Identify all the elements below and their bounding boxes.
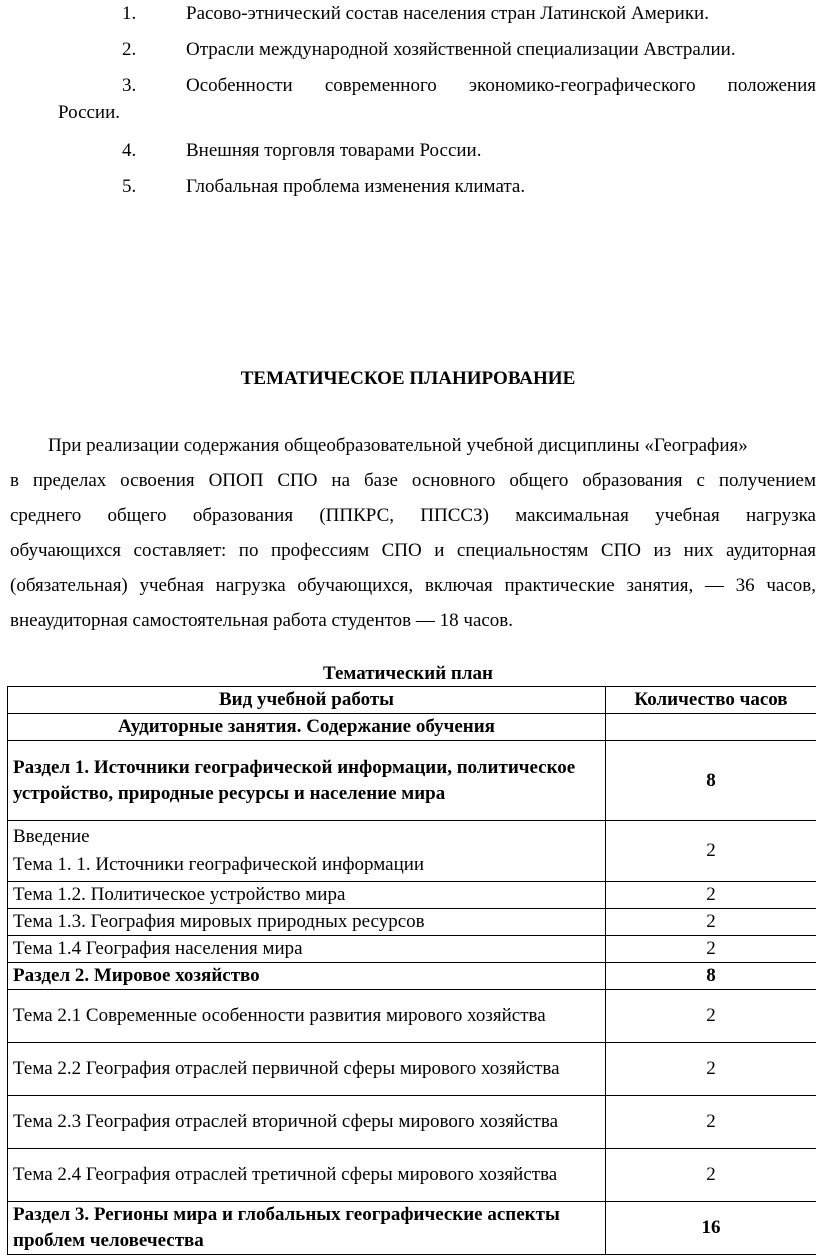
table-row: [8, 882, 816, 909]
table-cell-empty: [606, 714, 816, 741]
column-header-hours: Количество часов: [606, 687, 816, 714]
table-subheader-row: [8, 714, 816, 741]
table-row: [8, 1043, 816, 1096]
table-row: [8, 990, 816, 1043]
paragraph-line: среднего общего образования (ППКРС, ППССЗ) максимальная учебная нагрузка: [10, 498, 816, 533]
section-heading: ТЕМАТИЧЕСКОЕ ПЛАНИРОВАНИЕ: [0, 367, 816, 391]
list-number: 4.: [122, 139, 136, 163]
paragraph-line: обучающихся составляет: по профессиям СПО и специальностям СПО из них аудиторная: [10, 533, 816, 568]
table-header-row: [8, 687, 816, 714]
list-text-continuation: России.: [58, 101, 120, 125]
hours-cell: 2: [606, 936, 816, 963]
topic-line: Тема 1. 1. Источники географической информации: [13, 851, 600, 879]
section-title-cell: Раздел 2. Мировое хозяйство: [8, 963, 606, 990]
hours-cell: 8: [606, 741, 816, 821]
hours-cell: 2: [606, 990, 816, 1043]
topic-cell: Тема 2.2 География отраслей первичной сферы мирового хозяйства: [8, 1043, 606, 1096]
table-row: [8, 1202, 816, 1255]
list-number: 3.: [122, 74, 136, 98]
list-number: 1.: [122, 2, 136, 26]
hours-cell: 16: [606, 1202, 816, 1255]
table-row: [8, 821, 816, 882]
table-row: [8, 909, 816, 936]
topic-line: Введение: [13, 823, 600, 851]
hours-cell: 2: [606, 821, 816, 882]
list-number: 5.: [122, 175, 136, 199]
table-row: [8, 963, 816, 990]
table-row: [8, 936, 816, 963]
list-text: Внешняя торговля товарами России.: [186, 139, 481, 163]
paragraph-line: внеаудиторная самостоятельная работа студентов — 18 часов.: [10, 603, 816, 638]
topic-cell: [8, 821, 606, 882]
section-title-cell: Раздел 3. Регионы мира и глобальных географические аспекты проблем человечества: [8, 1202, 606, 1255]
table-row: [8, 741, 816, 821]
topic-cell: Тема 1.2. Политическое устройство мира: [8, 882, 606, 909]
topic-cell: Тема 1.3. География мировых природных ресурсов: [8, 909, 606, 936]
paragraph-line: в пределах освоения ОПОП СПО на базе основного общего образования с получением: [10, 463, 816, 498]
thematic-plan-table: [7, 686, 816, 1255]
table-caption: Тематический план: [0, 662, 816, 686]
hours-cell: 2: [606, 1149, 816, 1202]
paragraph-line: При реализации содержания общеобразовательной учебной дисциплины «География»: [10, 428, 816, 463]
list-text: Отрасли международной хозяйственной специализации Австралии.: [186, 38, 736, 62]
table-row: [8, 1149, 816, 1202]
section-title-cell: Раздел 1. Источники географической информации, политическое устройство, природные ресурсы и население мира: [8, 741, 606, 821]
paragraph-line: (обязательная) учебная нагрузка обучающихся, включая практические занятия, — 36 часов,: [10, 568, 816, 603]
hours-cell: 2: [606, 1043, 816, 1096]
body-paragraph: [10, 428, 816, 638]
topic-cell: Тема 2.4 География отраслей третичной сферы мирового хозяйства: [8, 1149, 606, 1202]
list-text: Особенности современного экономико-географического положения: [186, 74, 816, 98]
table-row: [8, 1096, 816, 1149]
table-subheader: Аудиторные занятия. Содержание обучения: [8, 714, 606, 741]
topic-cell: Тема 1.4 География населения мира: [8, 936, 606, 963]
list-text: Расово-этнический состав населения стран Латинской Америки.: [186, 2, 709, 26]
hours-cell: 2: [606, 882, 816, 909]
hours-cell: 8: [606, 963, 816, 990]
list-number: 2.: [122, 38, 136, 62]
hours-cell: 2: [606, 1096, 816, 1149]
topic-cell: Тема 2.1 Современные особенности развития мирового хозяйства: [8, 990, 606, 1043]
list-text: Глобальная проблема изменения климата.: [186, 175, 525, 199]
topic-cell: Тема 2.3 География отраслей вторичной сферы мирового хозяйства: [8, 1096, 606, 1149]
column-header-activity: Вид учебной работы: [8, 687, 606, 714]
hours-cell: 2: [606, 909, 816, 936]
